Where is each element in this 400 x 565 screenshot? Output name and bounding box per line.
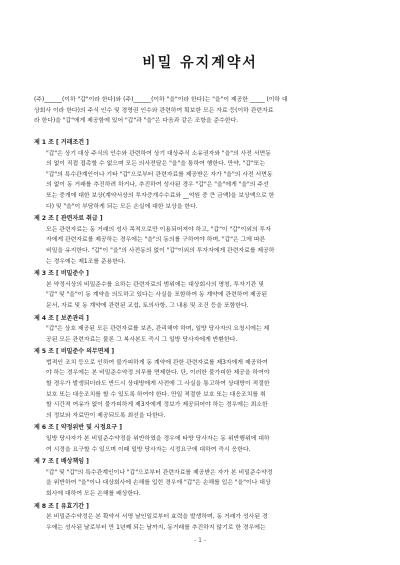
article-line: 자에게 관련자료를 제공하는 경우에는 "을"의 동의를 구하여야 하며, "갑"은 그에 따른 [46, 237, 266, 244]
articles-section [34, 138, 370, 535]
page-number: - 1 - [194, 537, 206, 544]
article-6 [34, 423, 370, 455]
article-line: 문서, 자료 및 동 계약에 관련된 교섭, 토의사항, 그 내용 및 조건 등을 포함한다. [46, 302, 249, 309]
article-4 [34, 314, 370, 346]
article-line: "갑" 및 "을"이 동 계약을 의도하고 있다는 사실을 포함하여 동 계약에 관련하여 제공된 [46, 292, 268, 299]
document-title: 비밀 유지계약서 [142, 55, 258, 71]
article-heading: 제 4 조 [ 보존관리 ] [34, 314, 89, 322]
article-line: 또는 중개에 대한 보상(계약서상의 투자증개수수료와 __억원 중 큰 금액)을 보상액으로 한 [46, 192, 275, 199]
article-line: 야 하는 경우에는 본 비밀준수약정 의무를 면제한다. 단, 이러한 불가피한 제공을 하여야 [46, 370, 270, 377]
article-1 [34, 138, 370, 212]
article-heading: 제 2 조 [ 관련자료 취급 ] [34, 215, 103, 223]
intro-line: 상회사 이라 한다)의 주식 인수 및 경영권 인수와 관련하여 획보한 모든 자료 등(이하 관련자료 [34, 107, 274, 114]
article-line: 다) 및 "을"이 부담하게 되는 모든 손실에 대한 보상을 한다. [46, 203, 198, 210]
intro-paragraph [34, 95, 370, 127]
article-line: 의 없이 직접 접촉할 수 없으며 모든 의사전달은 "을"을 통하여 행한다. 만약, "갑"또는 [46, 161, 266, 168]
article-line: 공된 모든 관련자료는 물론 그 복사본도 즉시 그 일방 당사자에게 반환한다. [46, 336, 238, 343]
article-7 [34, 457, 370, 499]
article-5 [34, 347, 370, 421]
article-line: 할 시간적 여유가 없이 불가피하게 제3자에게 정보가 제공되어야 하는 경우에는 최소한 [46, 402, 268, 409]
intro-line: (주)______(이하 "갑"이라 한다)와 (주)______(이하 "을"이라 한다)는 "을"이 제공한 _____ (이하 대 [34, 97, 288, 103]
article-heading: 제 7 조 [ 배상책임 ] [34, 458, 89, 466]
article-line: "갑"은 상기 대상 주식의 인수와 관련하여 상기 대상주식 소유권자와 "을"의 사전 서면동 [46, 150, 271, 157]
article-line: "갑"의 특수관계인이나 기타 "갑"으로부터 관련자료를 제공받은 자가 "을"의 사전 서면동 [46, 171, 273, 178]
article-line: 본 비밀준수약정은 본 확약서 서명 날인일로부터 효력을 발생하며, 동 거래가 성사된 경 [46, 514, 268, 521]
article-line: 우에는 성사된 날로부터 만 1년째 되는 날까지, 동거래를 추진하지 않기로 한 경우에는 [46, 524, 266, 531]
article-line: 법적인 조치 등으로 인하여 불가피하게 동 계약에 관한 관련자료를 제3자에게 제공하여 [46, 359, 268, 366]
article-line: "갑" 및 "갑"의 특수관계인이나 "갑"으로부터 관련자료를 제공받은 자가 본 비밀준수약정 [46, 469, 273, 476]
intro-line: 라 한다)을 "갑"에게 제공함에 있어 "갑"과 "을"은 다음과 같은 조항을 준수한다. [34, 118, 239, 125]
article-heading: 제 5 조 [ 비밀준수 의무면제 ] [34, 348, 115, 356]
article-3 [34, 269, 370, 311]
article-line: 을 위반하여 "을"이나 대상회사에 손해를 입힌 경우에 "갑"은 손해를 입은 "을"이나 대상 [46, 480, 271, 487]
article-line: 일방 당사자가 본 비밀준수약정을 위반하였을 경우에 타방 당사자는 동 위반행위에 대하 [46, 436, 270, 443]
article-heading: 제 3 조 [ 비밀준수 ] [34, 270, 89, 278]
article-line: "갑"은 상호 제공된 모든 관련자료를 보존, 관리해야 하며, 일방 당사자의 요청시에는 제 [46, 326, 270, 333]
article-line: 여 시정을 요구할 수 있으며 이때 일방 당사자는 시정요구에 대하여 즉시 응한다. [46, 446, 251, 453]
article-line: 는 경우에는 제1조를 준용한다. [46, 258, 126, 265]
article-line: 본 약정서상의 비밀준수를 요하는 관련자료의 범위에는 대상회사의 명칭, 투자기관 및 [46, 281, 264, 288]
article-line: 비밀을 유지한다. "갑"이 "을"의 사전동의 없이 "갑"이외의 투자자에게 관련자료를 제공하 [46, 247, 275, 254]
article-line: 의 없이 동 거래를 추진하려 하거나, 추진하여 성사된 경우 "갑"은 "을"에게 "을"의 주선 [46, 182, 269, 189]
article-line: 의 정보와 자료만이 제공되도록 최선을 다한다. [46, 412, 166, 419]
article-8 [34, 502, 370, 534]
article-heading: 제 6 조 [ 약정위반 및 시정요구 ] [34, 424, 123, 432]
article-heading: 제 1 조 [ 거래조건 ] [34, 139, 89, 146]
article-heading: 제 8 조 [ 유효기간 ] [34, 502, 89, 510]
article-line: 모든 관련자료는 동 거래의 성사 목적으로만 이용되어져야 하고, "갑"이 "갑"이외의 투자 [46, 226, 271, 233]
article-line: 보호 또는 대응조치를 할 수 있도록 하여야 한다. 만일 적절한 보호 또는 대응조치를 취 [46, 391, 266, 398]
article-2 [34, 214, 370, 267]
article-line: 회사에 대하여 모든 손해를 배상한다. [46, 491, 141, 497]
article-line: 할 경우가 발생되더라도 반드시 상대방에게 사전에 그 사실을 통고하여 상대방이 적절한 [46, 381, 270, 388]
